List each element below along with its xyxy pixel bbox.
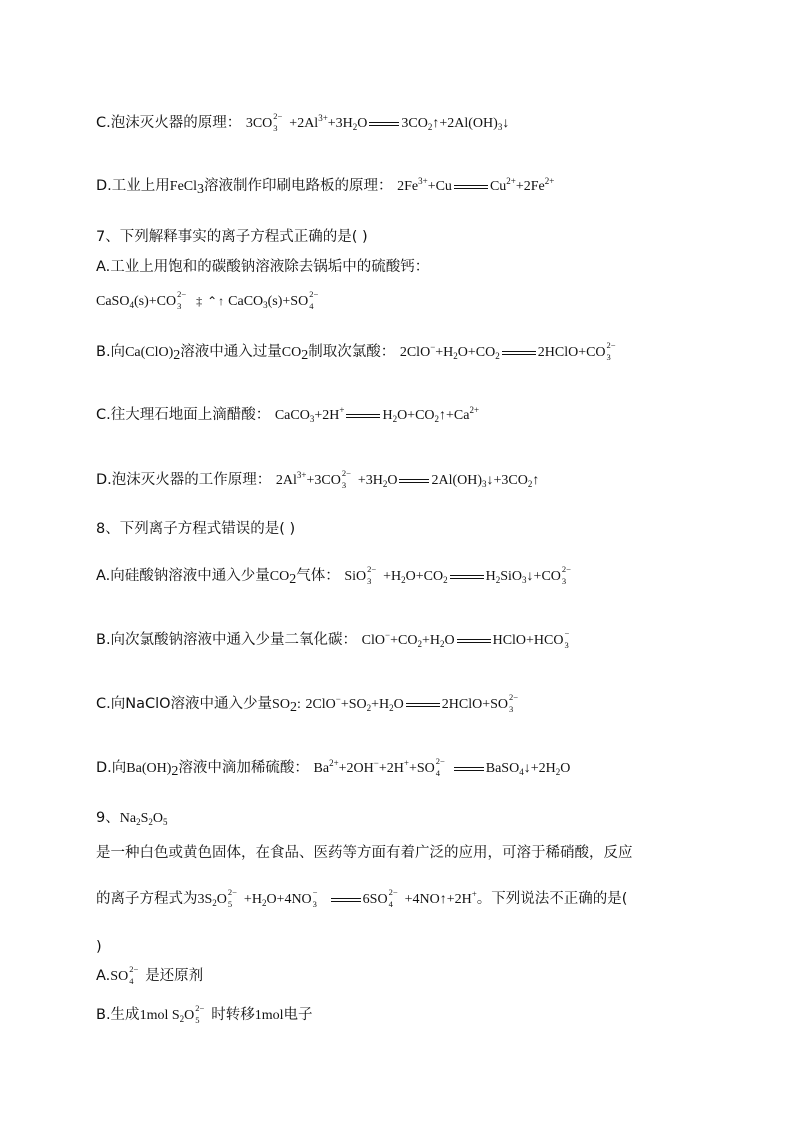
q8-option-c: C.向NaClO溶液中通入少量$SO_2$: $2ClO^-+SO_2+H_2O$ 2HClO+SO 2− 3	[96, 694, 525, 715]
q7-option-d: D.泡沫灭火器的工作原理： $2Al^{3+}+3CO$ 2− 3 $+3H_2O$ $2Al(OH)_3↓+3CO_2↑$	[96, 467, 540, 490]
question-9: 9、$Na_2S_2O_5$	[96, 810, 168, 827]
equation: CaCO$_3$+2H+ $H_2O+CO_2↑+Ca^{2+}$	[274, 405, 480, 424]
equation: $ClO^-+CO_2+H_2O$ HClO+HCO − 3	[361, 627, 570, 650]
equation: SiO 2− 3 $+H_2O+CO_2$ $H_2SiO_3↓+CO$ 2− 3	[344, 563, 571, 586]
equals-sign	[369, 122, 399, 126]
q7-option-a-equation: CaSO$_4$(s)+CO 2− 3 ‡ ⌃↑ CaCO$_3$(s)+SO 2− 4	[96, 288, 319, 311]
equals-sign	[457, 639, 491, 643]
equation: $2Al^{3+}+3CO$ 2− 3 $+3H_2O$ $2Al(OH)_3↓+3CO_2↑$	[275, 467, 540, 490]
equals-sign	[502, 351, 536, 355]
equals-sign	[454, 767, 484, 771]
q7-option-b: B.向$Ca(ClO)_2$溶液中通入过量$CO_2$制取次氯酸： $2ClO^-+H_2O+CO_2$ 2HClO+CO 2− 3	[96, 342, 623, 363]
equals-sign	[406, 703, 440, 707]
equation: 3CO 2− 3 $+2Al^{3+}+3H_2O$ $3CO_2↑+2Al(OH)_3↓$	[245, 110, 510, 133]
equals-sign	[331, 898, 361, 902]
question-8: 8、下列离子方程式错误的是( )	[96, 521, 296, 537]
equation: $2ClO^-+H_2O+CO_2$ 2HClO+CO 2− 3	[399, 339, 616, 362]
q8-option-a: A.向硅酸钠溶液中通入少量$CO_2$气体： SiO 2− 3 $+H_2O+CO_2$ $H_2SiO_3↓+CO$ 2− 3	[96, 566, 578, 587]
equals-sign	[450, 575, 484, 579]
equals-sign	[346, 414, 380, 418]
q7-option-c: C.往大理石地面上滴醋酸： CaCO$_3$+2H+ $H_2O+CO_2↑+Ca^{2+}$	[96, 405, 480, 424]
equals-sign	[454, 185, 488, 189]
equals-sign	[399, 479, 429, 483]
q8-option-b: B.向次氯酸钠溶液中通入少量二氧化碳： $ClO^-+CO_2+H_2O$ HClO+HCO − 3	[96, 630, 580, 651]
option-d-fecl3: D.工业上用FeCl$_3$溶液制作印刷电路板的原理： $2Fe^{3+}+Cu$ $Cu^{2+}+2Fe^{2+}$	[96, 176, 555, 197]
equation: $Ba^{2+}+2OH^-+2H^++SO$ 2− 4 $BaSO_4↓+2H_2O$	[313, 755, 571, 778]
option-c-foam-extinguisher: C.泡沫灭火器的原理： 3CO 2− 3 $+2Al^{3+}+3H_2O$ $3CO_2↑+2Al(OH)_3↓$	[96, 110, 510, 133]
question-9-body-3: )	[96, 939, 102, 955]
equation: $2ClO^-+SO_2+H_2O$ 2HClO+SO 2− 3	[305, 691, 519, 714]
equation: $2Fe^{3+}+Cu$ $Cu^{2+}+2Fe^{2+}$	[397, 176, 555, 194]
question-9-body-1: 是一种白色或黄色固体，在食品、医药等方面有着广泛的应用，可溶于稀硝酸，反应	[96, 845, 633, 861]
q9-option-b: B.生成1mol $S_2O$ 2− 5 时转移1mol电子	[96, 1002, 313, 1025]
q8-option-d: D.向$Ba(OH)_2$溶液中滴加稀硫酸： $Ba^{2+}+2OH^-+2H^++SO$ 2− 4 $BaSO_4↓+2H_2O$	[96, 755, 571, 779]
q9-option-a: A.SO 2− 4 是还原剂	[96, 963, 204, 986]
q7-option-a: A.工业上用饱和的碳酸钠溶液除去锅垢中的硫酸钙：	[96, 259, 430, 275]
equation: $3S_2O$ 2− 5 $+H_2O+4NO$ − 3 6SO 2− 4 +4NO↑+2H+	[197, 886, 477, 909]
question-7: 7、下列解释事实的离子方程式正确的是( )	[96, 229, 368, 245]
question-9-body-2: 的离子方程式为$3S_2O$ 2− 5 $+H_2O+4NO$ − 3 6SO 2− 4 +4NO↑+2H+。下列说法不正确的是(	[96, 886, 628, 909]
